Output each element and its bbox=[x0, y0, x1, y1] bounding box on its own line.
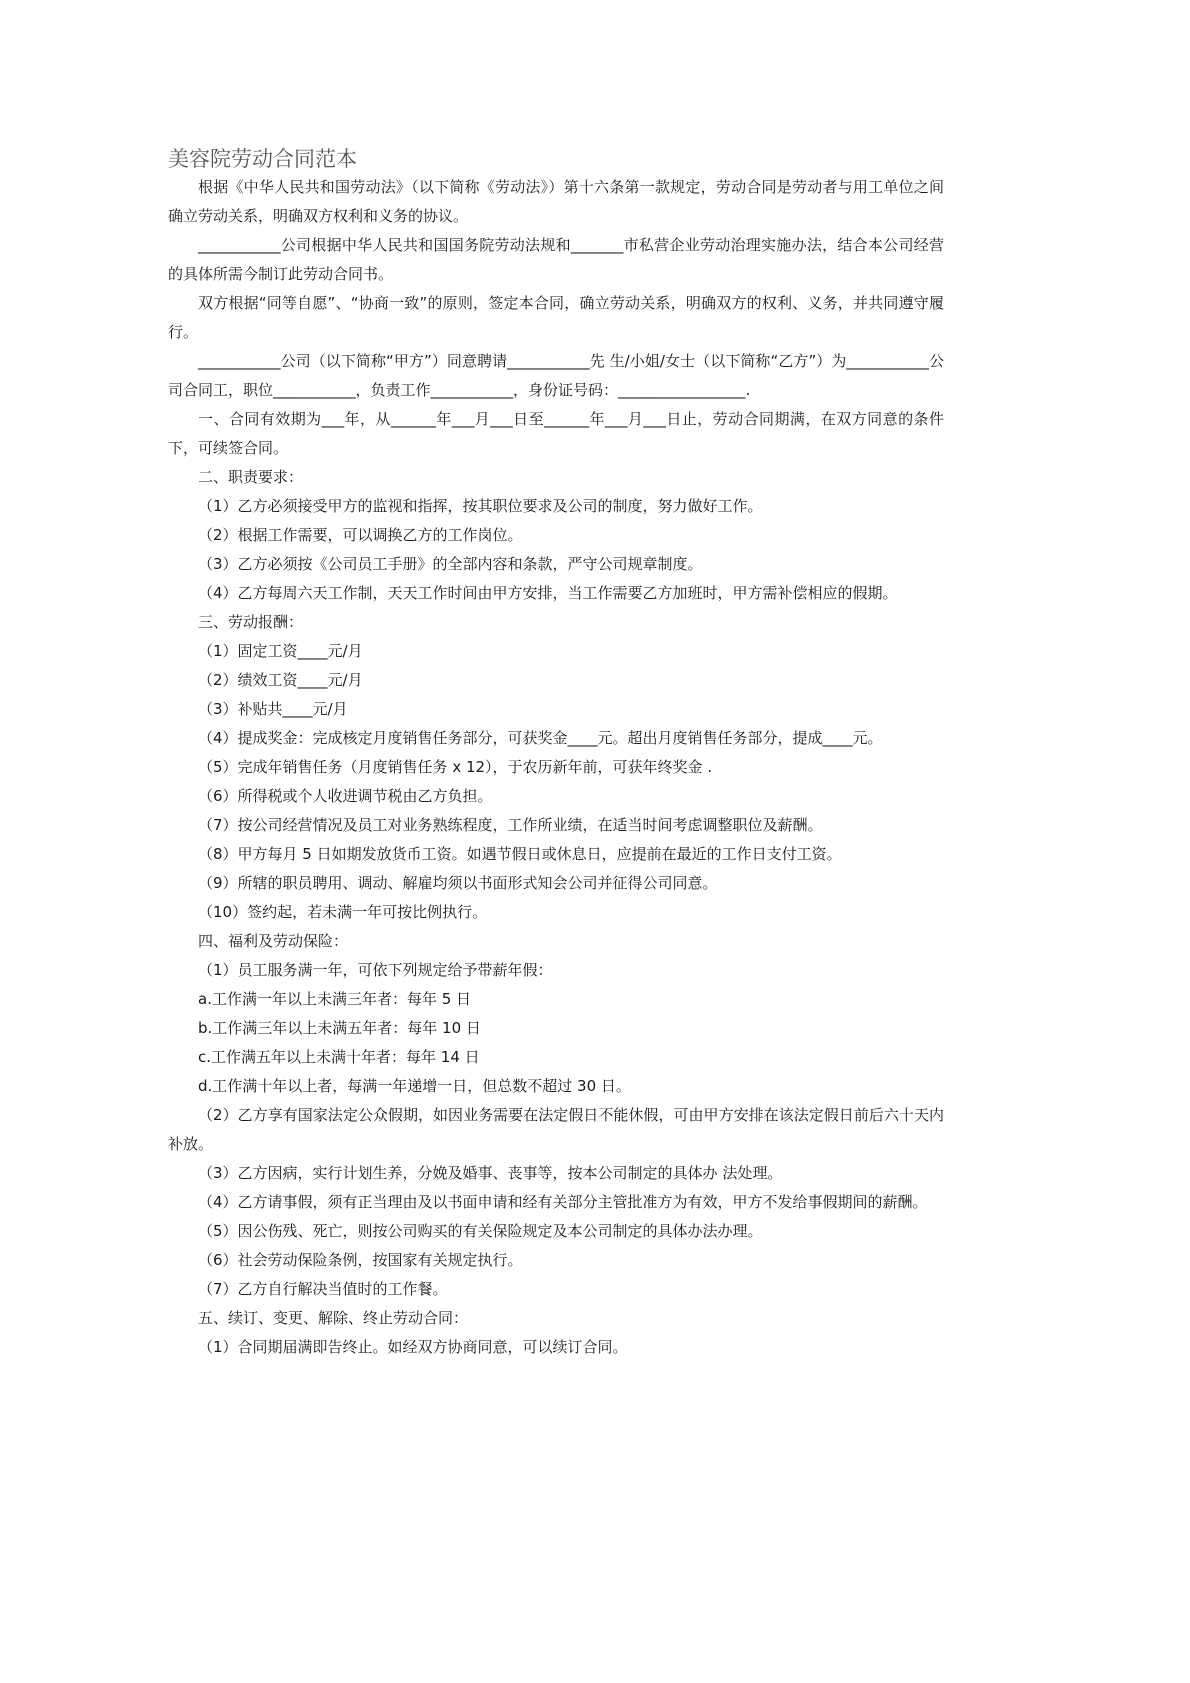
section-1-term: 一、合同有效期为___年，从______年___月___日至______年___月___日止，劳动合同期满，在双方同意的条件下，可续签合同。 bbox=[168, 410, 944, 457]
section-4-item: （7）乙方自行解决当值时的工作餐。 bbox=[198, 1280, 448, 1298]
section-4-item: （2）乙方享有国家法定公众假期，如因业务需要在法定假日不能休假，可由甲方安排在该法定假日前后六十天内补放。 bbox=[168, 1106, 944, 1153]
section-3-item: （2）绩效工资____元/月 bbox=[198, 671, 363, 689]
section-3-heading: 三、劳动报酬： bbox=[198, 613, 304, 631]
section-2-item: （2）根据工作需要，可以调换乙方的工作岗位。 bbox=[198, 526, 523, 544]
section-4-item: d.工作满十年以上者，每满一年递增一日，但总数不超过 30 日。 bbox=[198, 1077, 631, 1095]
section-3-item: （1）固定工资____元/月 bbox=[198, 642, 363, 660]
section-2-item: （3）乙方必须按《公司员工手册》的全部内容和条款，严守公司规章制度。 bbox=[198, 555, 703, 573]
intro-paragraph-3: 双方根据“同等自愿”、“协商一致”的原则，签定本合同，确立劳动关系，明确双方的权利、义务，并共同遵守履行。 bbox=[168, 294, 944, 341]
section-4-item: （6）社会劳动保险条例，按国家有关规定执行。 bbox=[198, 1251, 523, 1269]
section-3-item: （5）完成年销售任务（月度销售任务 x 12），于农历新年前，可获年终奖金 . bbox=[198, 758, 713, 776]
section-5-heading: 五、续订、变更、解除、终止劳动合同： bbox=[198, 1309, 469, 1327]
section-2-heading: 二、职责要求： bbox=[198, 468, 304, 486]
section-3-item: （3）补贴共____元/月 bbox=[198, 700, 348, 718]
section-5-item: （1）合同期届满即告终止。如经双方协商同意，可以续订合同。 bbox=[198, 1338, 628, 1356]
document-page bbox=[168, 143, 944, 1362]
intro-paragraph-2: ___________公司根据中华人民共和国国务院劳动法规和_______市私营企业劳动治理实施办法，结合本公司经营的具体所需今制订此劳动合同书。 bbox=[168, 236, 944, 283]
section-4-item: （1）员工服务满一年，可依下列规定给予带薪年假： bbox=[198, 961, 553, 979]
section-4-item: （3）乙方因病，实行计划生养，分娩及婚事、丧事等，按本公司制定的具体办 法处理。 bbox=[198, 1164, 783, 1182]
section-3-item: （6）所得税或个人收进调节税由乙方负担。 bbox=[198, 787, 493, 805]
intro-paragraph-4: ___________公司（以下简称“甲方”）同意聘请___________先 生/小姐/女士（以下简称“乙方”）为___________公司合同工，职位___________，负责工作___________，身份证号码：_________________. bbox=[168, 352, 944, 399]
section-4-item: （5）因公伤残、死亡，则按公司购买的有关保险规定及本公司制定的具体办法办理。 bbox=[198, 1222, 763, 1240]
section-2-item: （1）乙方必须接受甲方的监视和指挥，按其职位要求及公司的制度，努力做好工作。 bbox=[198, 497, 763, 515]
section-2-item: （4）乙方每周六天工作制，天天工作时间由甲方安排，当工作需要乙方加班时，甲方需补偿相应的假期。 bbox=[198, 584, 898, 602]
section-3-item: （7）按公司经营情况及员工对业务熟练程度，工作所业绩，在适当时间考虑调整职位及薪酬。 bbox=[198, 816, 823, 834]
section-3-item: （8）甲方每月 5 日如期发放货币工资。如遇节假日或休息日，应提前在最近的工作日支付工资。 bbox=[198, 845, 842, 863]
document-title: 美容院劳动合同范本 bbox=[168, 147, 357, 171]
section-4-item: a.工作满一年以上未满三年者：每年 5 日 bbox=[198, 990, 472, 1008]
section-4-item: c.工作满五年以上未满十年者：每年 14 日 bbox=[198, 1048, 480, 1066]
section-4-item: （4）乙方请事假，须有正当理由及以书面申请和经有关部分主管批准方为有效，甲方不发给事假期间的薪酬。 bbox=[198, 1193, 928, 1211]
section-3-item: （4）提成奖金：完成核定月度销售任务部分，可获奖金____元。超出月度销售任务部分，提成____元。 bbox=[198, 729, 883, 747]
intro-paragraph-1: 根据《中华人民共和国劳动法》（以下简称《劳动法》）第十六条第一款规定，劳动合同是劳动者与用工单位之间确立劳动关系，明确双方权利和义务的协议。 bbox=[168, 178, 944, 225]
section-4-item: b.工作满三年以上未满五年者：每年 10 日 bbox=[198, 1019, 481, 1037]
section-3-item: （9）所辖的职员聘用、调动、解雇均须以书面形式知会公司并征得公司同意。 bbox=[198, 874, 718, 892]
section-3-item: （10）签约起，若未满一年可按比例执行。 bbox=[198, 903, 488, 921]
section-4-heading: 四、福利及劳动保险： bbox=[198, 932, 349, 950]
